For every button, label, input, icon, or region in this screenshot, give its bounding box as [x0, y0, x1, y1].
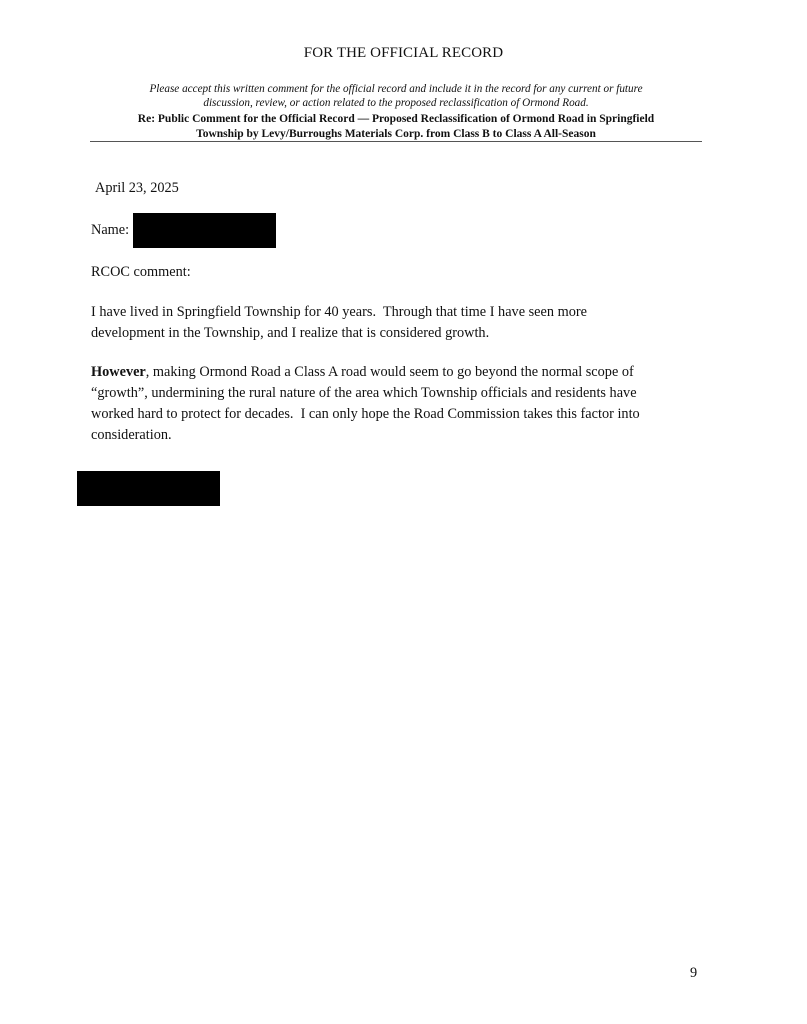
- subject-line-1: Re: Public Comment for the Official Record — Proposed Reclassification of Ormond Road in Springfield: [137, 113, 655, 125]
- document-heading: FOR THE OFFICIAL RECORD: [303, 45, 504, 61]
- comment-paragraph-1: [91, 302, 701, 344]
- record-request-note-line-2: discussion, review, or action related to the proposed reclassification of Ormond Road.: [203, 97, 589, 109]
- paragraph-1-line-1: I have lived in Springfield Township for 40 years. Through that time I have seen more: [91, 304, 587, 320]
- record-request-note: [90, 82, 702, 110]
- subject-line-2: Township by Levy/Burroughs Materials Corp. from Class B to Class A All-Season: [196, 128, 596, 140]
- header-divider: [90, 141, 702, 142]
- emphasis-however: However: [91, 364, 146, 380]
- paragraph-1-line-2: development in the Township, and I realize that is considered growth.: [91, 325, 490, 341]
- paragraph-2-line-3: worked hard to protect for decades. I can only hope the Road Commission takes this factor into: [91, 406, 640, 422]
- name-label: Name:: [91, 222, 130, 238]
- paragraph-2-line-2: “growth”, undermining the rural nature of the area which Township officials and residents have: [91, 385, 637, 401]
- letter-date: April 23, 2025: [95, 180, 179, 196]
- paragraph-2-line-1: [91, 362, 703, 383]
- paragraph-2-line-1-rest: , making Ormond Road a Class A road would seem to go beyond the normal scope of: [145, 364, 634, 380]
- paragraph-2-line-4: consideration.: [91, 427, 172, 443]
- page-number: 9: [690, 965, 698, 981]
- signature-redaction-box: [77, 471, 220, 506]
- subject-line: [90, 112, 702, 142]
- name-redaction-box: [133, 213, 276, 248]
- rcoc-comment-label: RCOC comment:: [91, 264, 191, 280]
- record-request-note-line-1: Please accept this written comment for the official record and include it in the record for any current or future: [149, 83, 643, 95]
- comment-paragraph-2: [91, 362, 703, 446]
